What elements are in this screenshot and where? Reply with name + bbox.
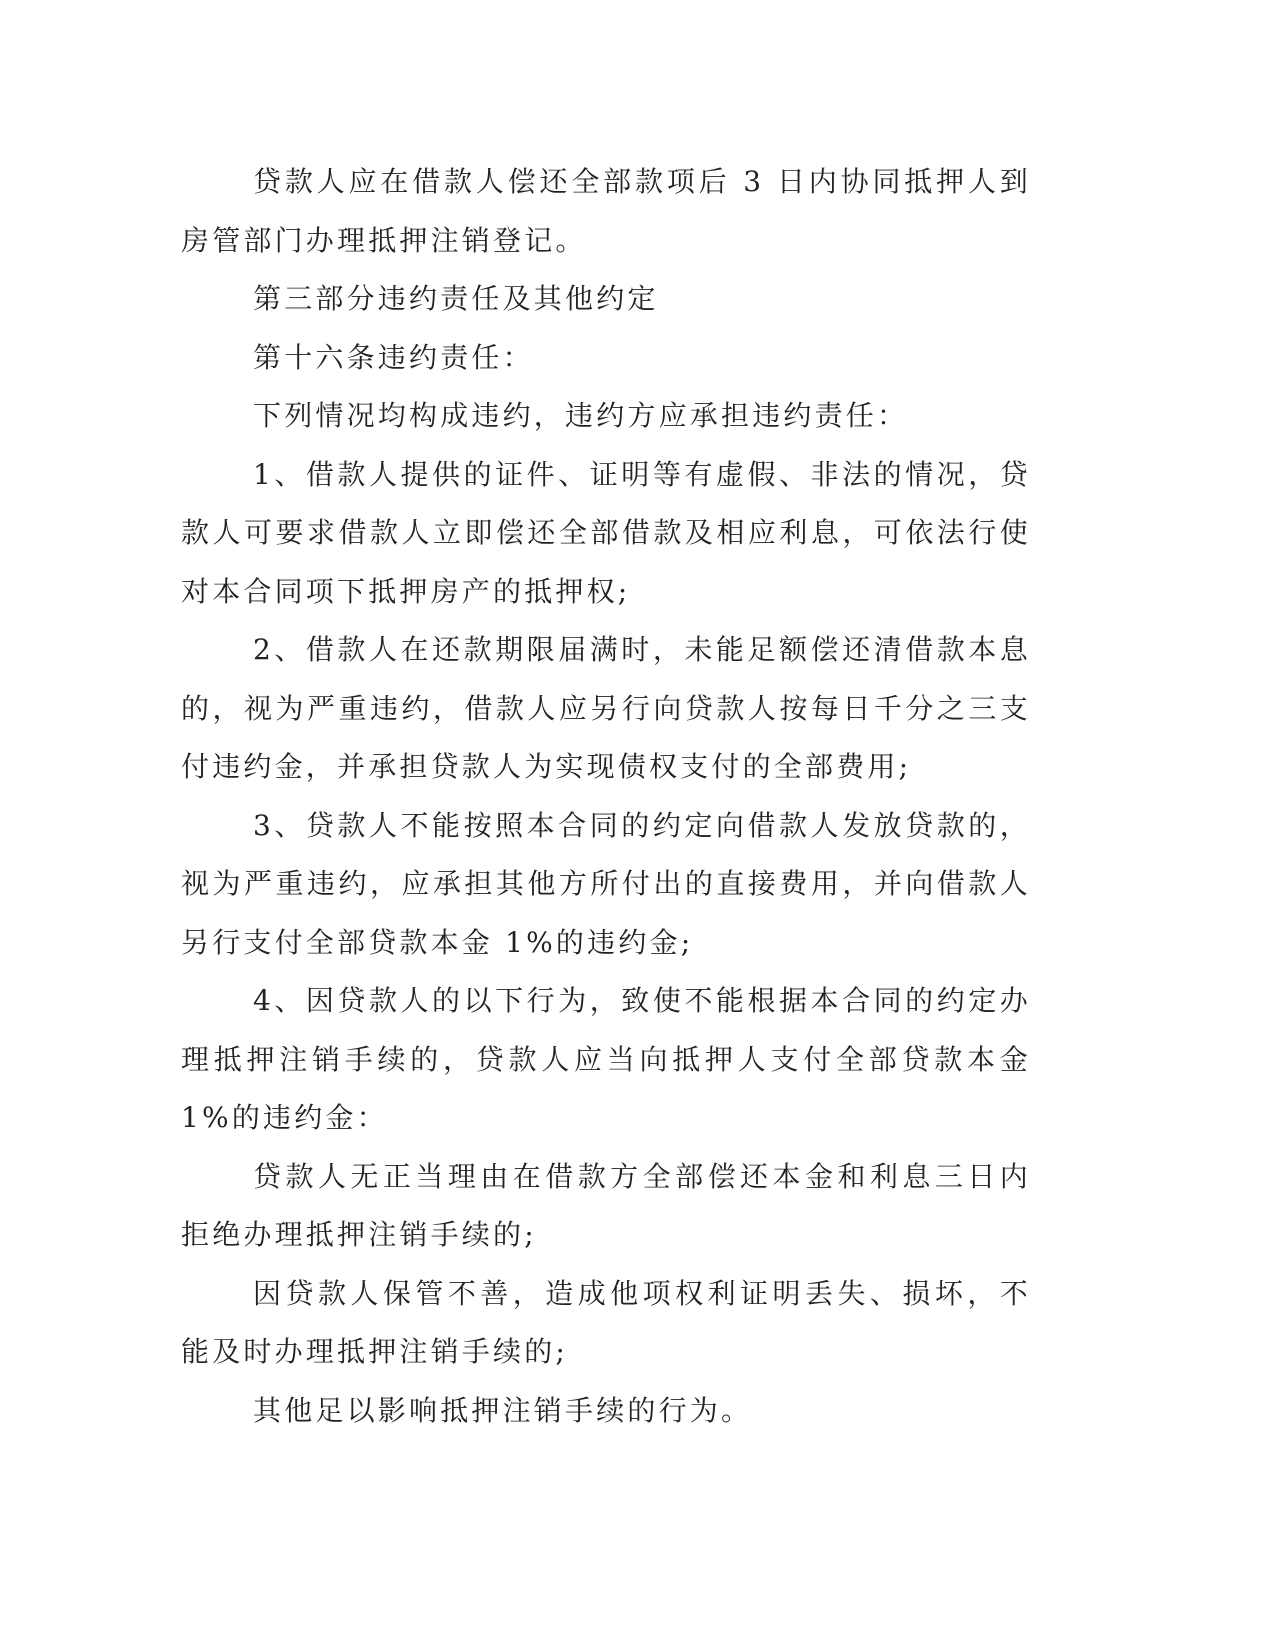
list-item-breach-4: 4、因贷款人的以下行为，致使不能根据本合同的约定办理抵押注销手续的，贷款人应当向抵押人支付全部贷款本金 1%的违约金：	[181, 984, 1031, 1134]
list-item-breach-1: 1、借款人提供的证件、证明等有虚假、非法的情况，贷款人可要求借款人立即偿还全部借款及相应利息，可依法行使对本合同项下抵押房产的抵押权;	[181, 457, 1031, 608]
paragraph-cancellation-registration: 贷款人应在借款人偿还全部款项后 3 日内协同抵押人到房管部门办理抵押注销登记。	[181, 165, 1031, 257]
section-heading-part-three: 第三部分违约责任及其他约定	[253, 282, 659, 315]
document-body	[181, 153, 1031, 1440]
sub-item-refusal: 贷款人无正当理由在借款方全部偿还本金和利息三日内拒绝办理抵押注销手续的;	[181, 1159, 1031, 1251]
list-item-breach-3: 3、贷款人不能按照本合同的约定向借款人发放贷款的，视为严重违约，应承担其他方所付出的直接费用，并向借款人另行支付全部贷款本金 1%的违约金;	[181, 808, 1031, 959]
paragraph-breach-intro: 下列情况均构成违约，违约方应承担违约责任：	[253, 399, 909, 432]
sub-item-poor-custody: 因贷款人保管不善，造成他项权利证明丢失、损坏，不能及时办理抵押注销手续的;	[181, 1276, 1031, 1368]
article-heading-sixteen: 第十六条违约责任：	[253, 340, 534, 374]
list-item-breach-2: 2、借款人在还款期限届满时，未能足额偿还清借款本息的，视为严重违约，借款人应另行向贷款人按每日千分之三支付违约金，并承担贷款人为实现债权支付的全部费用;	[181, 633, 1031, 783]
sub-item-other-acts: 其他足以影响抵押注销手续的行为。	[253, 1393, 753, 1427]
